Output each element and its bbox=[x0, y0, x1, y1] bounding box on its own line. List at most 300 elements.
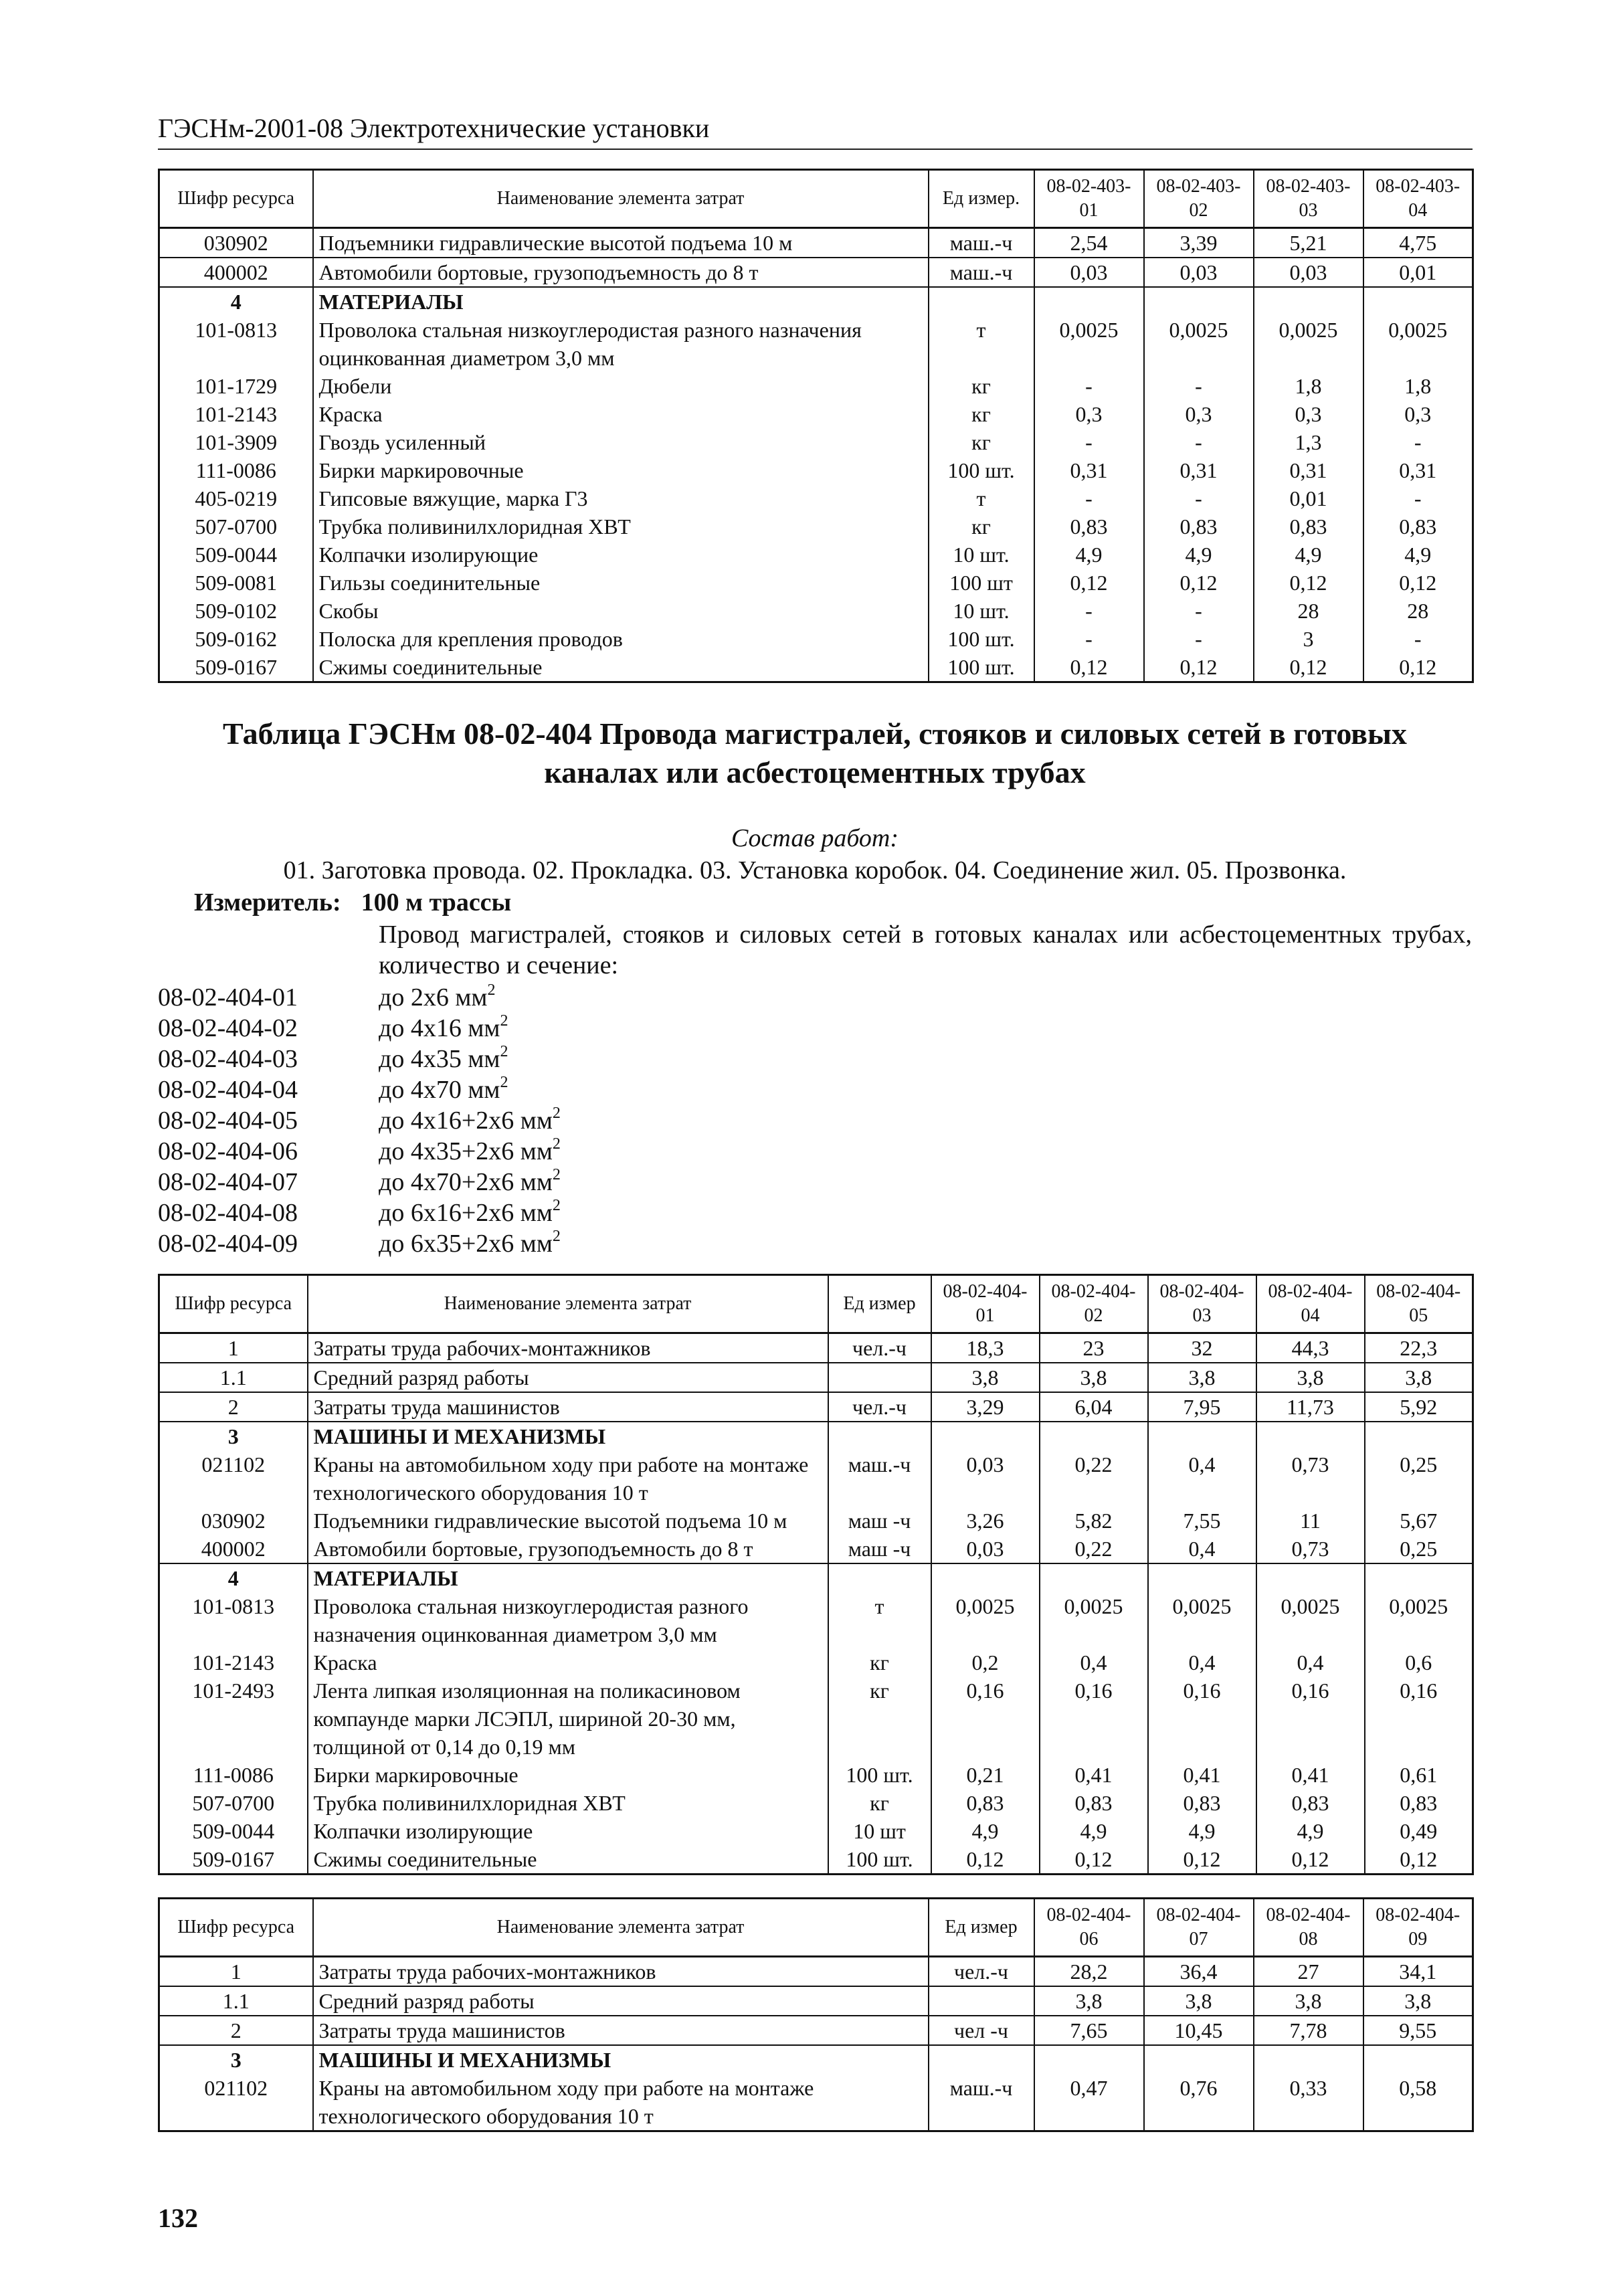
unit-cell: 100 шт bbox=[929, 569, 1034, 597]
value-cell: 3,8 bbox=[1254, 1986, 1363, 2016]
norm-item bbox=[158, 1074, 1095, 1105]
value-cell: 0,25 bbox=[1365, 1450, 1473, 1507]
value-cell: 0,31 bbox=[1363, 456, 1473, 484]
norm-code: 08-02-404-07 bbox=[158, 1168, 298, 1196]
table-title-line: Таблица ГЭСНм 08-02-404 Провода магистралей, стояков и силовых сетей в готовых bbox=[223, 716, 1407, 751]
resource-code: 2 bbox=[159, 2016, 313, 2045]
value-cell: - bbox=[1144, 372, 1254, 400]
norm-unit-sup: 2 bbox=[552, 1135, 561, 1153]
norm-size: до 4х70+2х6 bbox=[379, 1168, 514, 1196]
value-cell: 7,78 bbox=[1254, 2016, 1363, 2045]
section-row bbox=[159, 287, 1473, 316]
norm-desc bbox=[379, 1013, 508, 1044]
resource-code: 400002 bbox=[159, 258, 313, 287]
value-cell: 0,0025 bbox=[1363, 316, 1473, 372]
table-row bbox=[159, 1817, 1473, 1845]
resource-name: Трубка поливинилхлоридная ХВТ bbox=[313, 512, 929, 541]
norm-code: 08-02-404-08 bbox=[158, 1199, 298, 1227]
norm-item bbox=[158, 1105, 1095, 1136]
norm-size: до 2х6 bbox=[379, 983, 449, 1012]
table-row bbox=[159, 1789, 1473, 1817]
value-cell: - bbox=[1363, 484, 1473, 512]
resource-name: Полоска для крепления проводов bbox=[313, 625, 929, 653]
norm-unit-sup: 2 bbox=[500, 1074, 508, 1091]
resource-name: Дюбели bbox=[313, 372, 929, 400]
norm-description: Провод магистралей, стояков и силовых сетей в готовых каналах или асбестоцементных трубах, количество и сечение: bbox=[379, 921, 1472, 979]
resource-name: Бирки маркировочные bbox=[313, 456, 929, 484]
table-header-row bbox=[159, 1899, 1473, 1957]
table-title-line: каналах или асбестоцементных трубах bbox=[544, 755, 1086, 789]
table-row bbox=[159, 1507, 1473, 1535]
resource-code: 507-0700 bbox=[159, 512, 313, 541]
resource-code: 509-0081 bbox=[159, 569, 313, 597]
running-header: ГЭСНм-2001-08 Электротехнические установки bbox=[158, 112, 1473, 150]
table-row bbox=[159, 1392, 1473, 1422]
value-cell: 0,16 bbox=[1365, 1677, 1473, 1761]
value-cell bbox=[1256, 1563, 1365, 1592]
norm-unit-sup: 2 bbox=[552, 1197, 561, 1214]
header-cell: 08-02-403-04 bbox=[1363, 170, 1473, 228]
value-cell: 0,41 bbox=[1256, 1761, 1365, 1789]
value-cell: 34,1 bbox=[1363, 1957, 1473, 1987]
table-row bbox=[159, 653, 1473, 682]
meter-value: 100 м трассы bbox=[361, 888, 512, 917]
unit-cell: чел.-ч bbox=[929, 1957, 1034, 1987]
value-cell bbox=[1256, 1422, 1365, 1450]
table-row bbox=[159, 258, 1473, 287]
norm-unit: мм bbox=[520, 1199, 553, 1227]
norm-item bbox=[158, 1167, 1095, 1198]
table-row bbox=[159, 1450, 1473, 1507]
value-cell: 0,03 bbox=[931, 1535, 1040, 1563]
resource-name: Колпачки изолирующие bbox=[308, 1817, 828, 1845]
value-cell: 0,6 bbox=[1365, 1648, 1473, 1677]
value-cell: 3,8 bbox=[1148, 1363, 1256, 1392]
value-cell: 0,16 bbox=[1256, 1677, 1365, 1761]
value-cell: 0,2 bbox=[931, 1648, 1040, 1677]
value-cell bbox=[1040, 1563, 1148, 1592]
value-cell: 4,9 bbox=[1144, 541, 1254, 569]
unit-cell: чел -ч bbox=[929, 2016, 1034, 2045]
resource-code: 509-0167 bbox=[159, 653, 313, 682]
value-cell: 11 bbox=[1256, 1507, 1365, 1535]
resource-name: Сжимы соединительные bbox=[313, 653, 929, 682]
value-cell: 36,4 bbox=[1144, 1957, 1254, 1987]
table-title bbox=[158, 714, 1472, 792]
resource-code: 2 bbox=[159, 1392, 308, 1422]
unit-cell: кг bbox=[828, 1789, 931, 1817]
table-row bbox=[159, 400, 1473, 428]
meter-label: Измеритель: bbox=[194, 888, 341, 917]
table-row bbox=[159, 512, 1473, 541]
value-cell: 0,41 bbox=[1148, 1761, 1256, 1789]
resource-code: 111-0086 bbox=[159, 456, 313, 484]
value-cell: 0,4 bbox=[1148, 1535, 1256, 1563]
table-row bbox=[159, 597, 1473, 625]
header-cell: Ед измер bbox=[828, 1275, 931, 1333]
section-title: МАТЕРИАЛЫ bbox=[308, 1563, 828, 1592]
norm-size: до 4х35 bbox=[379, 1045, 462, 1073]
unit-cell: 10 шт. bbox=[929, 541, 1034, 569]
unit-cell: маш.-ч bbox=[929, 228, 1034, 258]
unit-cell: кг bbox=[828, 1677, 931, 1761]
header-cell: 08-02-404-03 bbox=[1148, 1275, 1256, 1333]
unit-cell bbox=[929, 1986, 1034, 2016]
table-row bbox=[159, 372, 1473, 400]
norm-unit-sup: 2 bbox=[552, 1166, 561, 1183]
value-cell: 0,12 bbox=[1365, 1845, 1473, 1875]
value-cell bbox=[1363, 2045, 1473, 2074]
value-cell bbox=[1034, 2045, 1144, 2074]
norm-code: 08-02-404-04 bbox=[158, 1076, 298, 1104]
resource-code: 509-0162 bbox=[159, 625, 313, 653]
norm-item bbox=[158, 1044, 1095, 1074]
resource-code: 1.1 bbox=[159, 1363, 308, 1392]
unit-cell: т bbox=[828, 1592, 931, 1648]
meter-line bbox=[194, 887, 531, 918]
value-cell: 0,0025 bbox=[1256, 1592, 1365, 1648]
value-cell: 10,45 bbox=[1144, 2016, 1254, 2045]
value-cell: 0,12 bbox=[1148, 1845, 1256, 1875]
value-cell: 0,21 bbox=[931, 1761, 1040, 1789]
value-cell: - bbox=[1144, 597, 1254, 625]
value-cell bbox=[1363, 287, 1473, 316]
value-cell: 0,73 bbox=[1256, 1450, 1365, 1507]
value-cell: 0,0025 bbox=[1034, 316, 1144, 372]
unit-cell bbox=[828, 1563, 931, 1592]
value-cell bbox=[1365, 1422, 1473, 1450]
resource-code: 030902 bbox=[159, 1507, 308, 1535]
value-cell: 22,3 bbox=[1365, 1333, 1473, 1363]
resource-name: Краны на автомобильном ходу при работе на монтаже технологического оборудования 10 т bbox=[313, 2074, 929, 2131]
value-cell: 0,12 bbox=[1144, 569, 1254, 597]
value-cell: 27 bbox=[1254, 1957, 1363, 1987]
value-cell: 1,8 bbox=[1363, 372, 1473, 400]
resource-name: Гильзы соединительные bbox=[313, 569, 929, 597]
value-cell bbox=[1144, 2045, 1254, 2074]
norm-unit: мм bbox=[520, 1168, 553, 1196]
value-cell: 28 bbox=[1363, 597, 1473, 625]
resource-code: 111-0086 bbox=[159, 1761, 308, 1789]
value-cell: 3 bbox=[1254, 625, 1363, 653]
value-cell: 7,95 bbox=[1148, 1392, 1256, 1422]
value-cell bbox=[1254, 287, 1363, 316]
table-row bbox=[159, 1648, 1473, 1677]
resource-table-404-part1 bbox=[158, 1274, 1474, 1875]
value-cell: 0,16 bbox=[931, 1677, 1040, 1761]
norm-desc bbox=[379, 1228, 561, 1259]
norm-unit: мм bbox=[455, 983, 488, 1012]
value-cell: 0,73 bbox=[1256, 1535, 1365, 1563]
value-cell: 4,9 bbox=[931, 1817, 1040, 1845]
resource-name: Гипсовые вяжущие, марка Г3 bbox=[313, 484, 929, 512]
value-cell: 0,58 bbox=[1363, 2074, 1473, 2131]
norm-item bbox=[158, 982, 1095, 1013]
norm-size: до 4х16 bbox=[379, 1014, 462, 1042]
norm-desc bbox=[379, 1136, 561, 1167]
norm-size: до 4х35+2х6 bbox=[379, 1137, 514, 1165]
unit-cell: 100 шт. bbox=[929, 456, 1034, 484]
table-row bbox=[159, 228, 1473, 258]
header-cell: Шифр ресурса bbox=[159, 1275, 308, 1333]
value-cell: 0,12 bbox=[1040, 1845, 1148, 1875]
value-cell: 0,22 bbox=[1040, 1450, 1148, 1507]
norm-size: до 6х35+2х6 bbox=[379, 1230, 514, 1258]
resource-code: 101-2143 bbox=[159, 400, 313, 428]
resource-code: 509-0044 bbox=[159, 541, 313, 569]
value-cell: 0,03 bbox=[1144, 258, 1254, 287]
composition-text: 01. Заготовка провода. 02. Прокладка. 03. Установка коробок. 04. Соединение жил. 05. Прозвонка. bbox=[283, 856, 1347, 884]
value-cell: 0,12 bbox=[931, 1845, 1040, 1875]
header-cell: 08-02-404-07 bbox=[1144, 1899, 1254, 1957]
value-cell bbox=[1034, 287, 1144, 316]
resource-code: 021102 bbox=[159, 1450, 308, 1507]
norm-unit: мм bbox=[468, 1045, 500, 1073]
resource-code: 101-3909 bbox=[159, 428, 313, 456]
value-cell: 7,55 bbox=[1148, 1507, 1256, 1535]
value-cell: 5,67 bbox=[1365, 1507, 1473, 1535]
value-cell: 0,25 bbox=[1365, 1535, 1473, 1563]
resource-name: Краны на автомобильном ходу при работе на монтаже технологического оборудования 10 т bbox=[308, 1450, 828, 1507]
value-cell: 3,8 bbox=[1144, 1986, 1254, 2016]
value-cell: 0,83 bbox=[1363, 512, 1473, 541]
section-row bbox=[159, 1563, 1473, 1592]
value-cell: 28,2 bbox=[1034, 1957, 1144, 1987]
table-row bbox=[159, 569, 1473, 597]
header-cell: Шифр ресурса bbox=[159, 170, 313, 228]
value-cell: 0,47 bbox=[1034, 2074, 1144, 2131]
unit-cell: кг bbox=[929, 372, 1034, 400]
norm-unit: мм bbox=[520, 1230, 553, 1258]
resource-name: Скобы bbox=[313, 597, 929, 625]
norm-desc bbox=[379, 1167, 561, 1198]
value-cell: 11,73 bbox=[1256, 1392, 1365, 1422]
resource-code: 4 bbox=[159, 1563, 308, 1592]
value-cell: 0,01 bbox=[1254, 484, 1363, 512]
header-cell: Ед измер. bbox=[929, 170, 1034, 228]
header-cell: 08-02-404-02 bbox=[1040, 1275, 1148, 1333]
table-row bbox=[159, 1845, 1473, 1875]
norm-item bbox=[158, 1013, 1095, 1044]
resource-code: 101-0813 bbox=[159, 316, 313, 372]
value-cell: 4,9 bbox=[1148, 1817, 1256, 1845]
norm-code: 08-02-404-09 bbox=[158, 1230, 298, 1258]
resource-name: Средний разряд работы bbox=[308, 1363, 828, 1392]
value-cell: 0,76 bbox=[1144, 2074, 1254, 2131]
value-cell: 0,12 bbox=[1256, 1845, 1365, 1875]
value-cell: 0,83 bbox=[1254, 512, 1363, 541]
header-cell: 08-02-403-03 bbox=[1254, 170, 1363, 228]
header-cell: Наименование элемента затрат bbox=[313, 170, 929, 228]
table-row bbox=[159, 1363, 1473, 1392]
value-cell: 0,3 bbox=[1254, 400, 1363, 428]
resource-name: Затраты труда машинистов bbox=[308, 1392, 828, 1422]
norm-item bbox=[158, 1198, 1095, 1228]
value-cell: 23 bbox=[1040, 1333, 1148, 1363]
value-cell bbox=[1040, 1422, 1148, 1450]
value-cell: 0,03 bbox=[931, 1450, 1040, 1507]
value-cell: 3,39 bbox=[1144, 228, 1254, 258]
norm-unit-sup: 2 bbox=[487, 981, 496, 999]
value-cell: - bbox=[1034, 428, 1144, 456]
table-row bbox=[159, 1333, 1473, 1363]
value-cell: 4,75 bbox=[1363, 228, 1473, 258]
unit-cell bbox=[828, 1422, 931, 1450]
value-cell: 4,9 bbox=[1256, 1817, 1365, 1845]
unit-cell: т bbox=[929, 484, 1034, 512]
unit-cell: т bbox=[929, 316, 1034, 372]
unit-cell: кг bbox=[929, 400, 1034, 428]
value-cell: 0,12 bbox=[1363, 569, 1473, 597]
unit-cell bbox=[929, 287, 1034, 316]
value-cell: 0,0025 bbox=[931, 1592, 1040, 1648]
value-cell: 0,3 bbox=[1363, 400, 1473, 428]
header-cell: 08-02-404-01 bbox=[931, 1275, 1040, 1333]
value-cell: 0,12 bbox=[1034, 653, 1144, 682]
resource-table-404-part2 bbox=[158, 1897, 1474, 2132]
value-cell: 0,83 bbox=[931, 1789, 1040, 1817]
value-cell: 0,31 bbox=[1144, 456, 1254, 484]
table-header-row bbox=[159, 170, 1473, 228]
norm-size: до 4х70 bbox=[379, 1076, 462, 1104]
norm-item bbox=[158, 1228, 1095, 1259]
resource-name: Подъемники гидравлические высотой подъема 10 м bbox=[313, 228, 929, 258]
value-cell: 0,16 bbox=[1040, 1677, 1148, 1761]
resource-code: 509-0102 bbox=[159, 597, 313, 625]
value-cell: 0,12 bbox=[1144, 653, 1254, 682]
value-cell: - bbox=[1034, 484, 1144, 512]
norm-unit: мм bbox=[468, 1014, 500, 1042]
resource-code: 509-0044 bbox=[159, 1817, 308, 1845]
resource-code: 030902 bbox=[159, 228, 313, 258]
value-cell: 3,8 bbox=[1034, 1986, 1144, 2016]
resource-code: 101-2143 bbox=[159, 1648, 308, 1677]
table-row bbox=[159, 1761, 1473, 1789]
norm-code: 08-02-404-02 bbox=[158, 1014, 298, 1042]
value-cell: 0,0025 bbox=[1144, 316, 1254, 372]
resource-name: Затраты труда машинистов bbox=[313, 2016, 929, 2045]
value-cell: 0,41 bbox=[1040, 1761, 1148, 1789]
resource-code: 1.1 bbox=[159, 1986, 313, 2016]
resource-name: Затраты труда рабочих-монтажников bbox=[308, 1333, 828, 1363]
resource-name: Проволока стальная низкоуглеродистая разного назначения оцинкованная диаметром 3,0 мм bbox=[308, 1592, 828, 1648]
header-cell: 08-02-404-04 bbox=[1256, 1275, 1365, 1333]
value-cell: - bbox=[1034, 372, 1144, 400]
resource-name: Лента липкая изоляционная на поликасиновом компаунде марки ЛСЭПЛ, шириной 20-30 мм, толщиной от 0,14 до 0,19 мм bbox=[308, 1677, 828, 1761]
resource-name: Затраты труда рабочих-монтажников bbox=[313, 1957, 929, 1987]
value-cell: 3,8 bbox=[931, 1363, 1040, 1392]
value-cell: 9,55 bbox=[1363, 2016, 1473, 2045]
unit-cell bbox=[828, 1363, 931, 1392]
resource-name: Краска bbox=[313, 400, 929, 428]
resource-table-403 bbox=[158, 169, 1474, 683]
value-cell: 2,54 bbox=[1034, 228, 1144, 258]
unit-cell: маш.-ч bbox=[828, 1450, 931, 1507]
header-cell: 08-02-403-02 bbox=[1144, 170, 1254, 228]
value-cell: 0,0025 bbox=[1148, 1592, 1256, 1648]
value-cell: 3,26 bbox=[931, 1507, 1040, 1535]
value-cell: - bbox=[1363, 625, 1473, 653]
norm-unit-sup: 2 bbox=[500, 1043, 508, 1060]
value-cell: 0,4 bbox=[1040, 1648, 1148, 1677]
section-title: МАШИНЫ И МЕХАНИЗМЫ bbox=[313, 2045, 929, 2074]
section-row bbox=[159, 1422, 1473, 1450]
unit-cell: маш -ч bbox=[828, 1507, 931, 1535]
page-number: 132 bbox=[158, 2203, 198, 2233]
table-row bbox=[159, 1592, 1473, 1648]
value-cell: 0,4 bbox=[1148, 1648, 1256, 1677]
norm-unit: мм bbox=[520, 1107, 553, 1135]
resource-code: 101-1729 bbox=[159, 372, 313, 400]
norm-code: 08-02-404-01 bbox=[158, 983, 298, 1012]
resource-name: Проволока стальная низкоуглеродистая разного назначения оцинкованная диаметром 3,0 мм bbox=[313, 316, 929, 372]
value-cell: 0,16 bbox=[1148, 1677, 1256, 1761]
value-cell: 18,3 bbox=[931, 1333, 1040, 1363]
norm-unit-sup: 2 bbox=[552, 1105, 561, 1122]
value-cell: 3,8 bbox=[1365, 1363, 1473, 1392]
table-row bbox=[159, 1535, 1473, 1563]
header-cell: 08-02-404-08 bbox=[1254, 1899, 1363, 1957]
resource-code: 3 bbox=[159, 2045, 313, 2074]
value-cell: 0,3 bbox=[1144, 400, 1254, 428]
value-cell bbox=[931, 1422, 1040, 1450]
value-cell: 0,03 bbox=[1034, 258, 1144, 287]
value-cell: 1,3 bbox=[1254, 428, 1363, 456]
value-cell bbox=[931, 1563, 1040, 1592]
header-cell: Наименование элемента затрат bbox=[308, 1275, 828, 1333]
value-cell: 4,9 bbox=[1040, 1817, 1148, 1845]
unit-cell: 10 шт bbox=[828, 1817, 931, 1845]
unit-cell: маш.-ч bbox=[929, 258, 1034, 287]
header-cell: Наименование элемента затрат bbox=[313, 1899, 929, 1957]
resource-code: 405-0219 bbox=[159, 484, 313, 512]
resource-name: Бирки маркировочные bbox=[308, 1761, 828, 1789]
value-cell bbox=[1144, 287, 1254, 316]
table-row bbox=[159, 625, 1473, 653]
norm-code: 08-02-404-05 bbox=[158, 1107, 298, 1135]
table-row bbox=[159, 541, 1473, 569]
resource-name: Автомобили бортовые, грузоподъемность до 8 т bbox=[313, 258, 929, 287]
norm-item bbox=[158, 1136, 1095, 1167]
table-row bbox=[159, 1986, 1473, 2016]
value-cell: 5,21 bbox=[1254, 228, 1363, 258]
resource-name: Трубка поливинилхлоридная ХВТ bbox=[308, 1789, 828, 1817]
value-cell: - bbox=[1144, 625, 1254, 653]
value-cell: 0,3 bbox=[1034, 400, 1144, 428]
unit-cell: кг bbox=[828, 1648, 931, 1677]
value-cell: 4,9 bbox=[1363, 541, 1473, 569]
value-cell: 4,9 bbox=[1254, 541, 1363, 569]
value-cell bbox=[1148, 1563, 1256, 1592]
value-cell: 0,4 bbox=[1256, 1648, 1365, 1677]
resource-code: 101-2493 bbox=[159, 1677, 308, 1761]
value-cell bbox=[1254, 2045, 1363, 2074]
table-row bbox=[159, 2016, 1473, 2045]
norm-unit: мм bbox=[468, 1076, 500, 1104]
norm-unit: мм bbox=[520, 1137, 553, 1165]
value-cell: 5,82 bbox=[1040, 1507, 1148, 1535]
resource-name: Колпачки изолирующие bbox=[313, 541, 929, 569]
unit-cell: 100 шт. bbox=[929, 625, 1034, 653]
value-cell: 1,8 bbox=[1254, 372, 1363, 400]
header-cell: 08-02-404-06 bbox=[1034, 1899, 1144, 1957]
unit-cell: 100 шт. bbox=[828, 1845, 931, 1875]
header-cell: Ед измер bbox=[929, 1899, 1034, 1957]
norm-size: до 4х16+2х6 bbox=[379, 1107, 514, 1135]
value-cell: 0,33 bbox=[1254, 2074, 1363, 2131]
value-cell: 0,31 bbox=[1034, 456, 1144, 484]
resource-name: Средний разряд работы bbox=[313, 1986, 929, 2016]
